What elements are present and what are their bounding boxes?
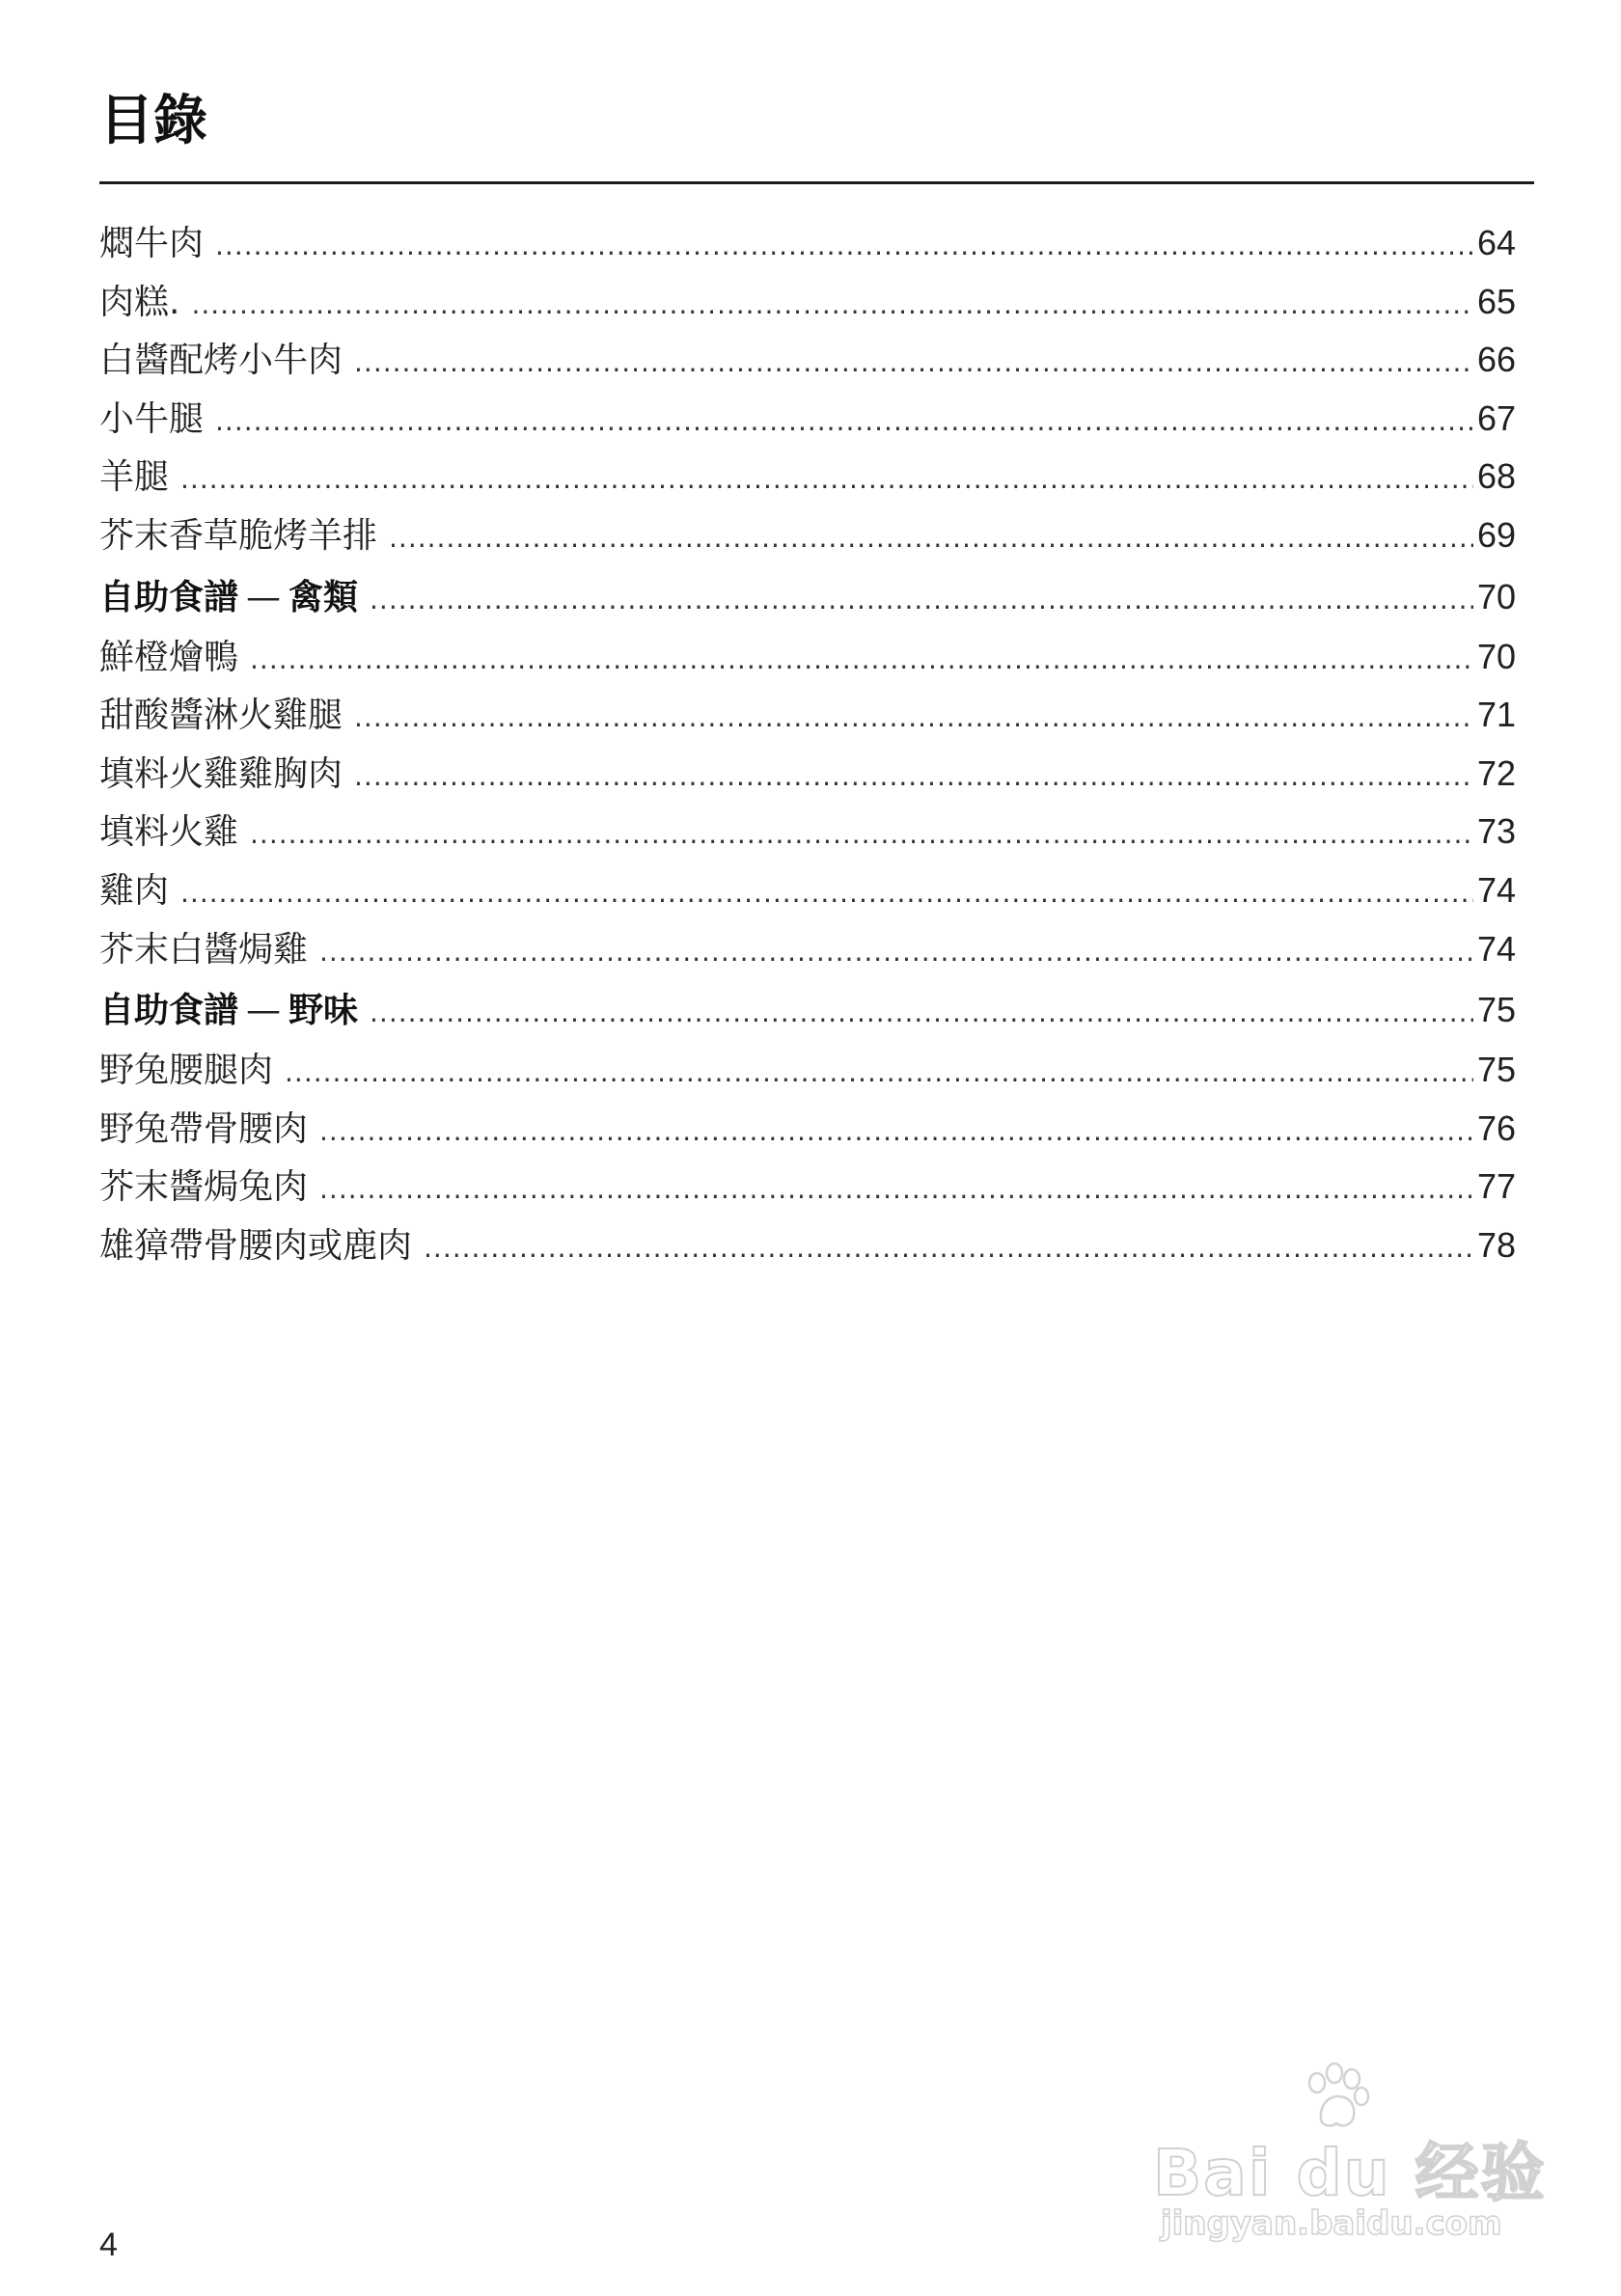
toc-entry[interactable]: [99, 214, 1516, 273]
toc-entry-title: 甜酸醬淋火雞腿: [99, 696, 343, 736]
dot-leader: [215, 393, 1473, 451]
toc-entry[interactable]: [99, 686, 1516, 745]
toc-entry-page: 69: [1476, 514, 1516, 555]
toc-entry-title: 鮮橙燴鴨: [99, 637, 239, 677]
toc-entry-page: 67: [1476, 397, 1516, 438]
toc-entry-page: 78: [1476, 1224, 1516, 1265]
toc-entry-page: 64: [1476, 223, 1516, 262]
toc-section-title: [99, 979, 370, 1042]
toc-entry[interactable]: [99, 861, 1516, 920]
dot-leader: [180, 864, 1473, 922]
toc-entry-page: 75: [1476, 1050, 1516, 1090]
watermark-brand: Bai du 经验: [1153, 2136, 1547, 2210]
page-title: 目錄: [99, 90, 207, 152]
toc-entry[interactable]: [99, 745, 1516, 804]
toc-entry-page: 73: [1476, 811, 1516, 852]
toc-entry-page: 74: [1476, 869, 1516, 910]
toc-entry-title: 野兔帶骨腰肉: [99, 1108, 309, 1149]
table-of-contents: [99, 214, 1516, 1275]
toc-entry-page: 77: [1476, 1166, 1516, 1207]
toc-entry-title: 肉糕.: [99, 282, 180, 322]
dot-leader: [354, 748, 1473, 806]
toc-entry-title: 野兔腰腿肉: [99, 1051, 274, 1091]
dot-leader: [285, 1044, 1473, 1102]
toc-entry[interactable]: [99, 331, 1516, 390]
toc-entry-title: 填料火雞: [99, 812, 239, 853]
toc-entry-title: 羊腿: [99, 457, 170, 498]
toc-section-heading[interactable]: [99, 565, 1516, 628]
watermark-url: jingyan.baidu.com: [1161, 2204, 1502, 2243]
toc-entry-title: 雄獐帶骨腰肉或鹿肉: [99, 1225, 413, 1266]
toc-entry[interactable]: [99, 628, 1516, 687]
dot-leader: [319, 923, 1473, 981]
toc-entry-page: 68: [1476, 456, 1516, 497]
toc-entry[interactable]: [99, 1041, 1516, 1100]
toc-entry[interactable]: [99, 1100, 1516, 1159]
toc-entry-title: 小牛腿: [99, 398, 205, 439]
toc-entry-page: 76: [1476, 1107, 1516, 1148]
toc-entry-page: 74: [1476, 928, 1516, 969]
page-number: 4: [99, 2227, 118, 2263]
toc-entry-title: 芥末白醬焗雞: [99, 929, 309, 970]
dot-leader: [250, 806, 1473, 863]
dot-leader: [180, 451, 1473, 508]
toc-entry-page: 71: [1476, 695, 1516, 735]
toc-section-title: [99, 566, 370, 629]
toc-entry-title: 填料火雞雞胸肉: [99, 753, 343, 794]
section-prefix: 自助食譜: [99, 991, 239, 1031]
toc-entry[interactable]: [99, 390, 1516, 449]
toc-entry-page: 70: [1476, 636, 1516, 676]
baidu-jingyan-watermark: [1153, 2060, 1547, 2253]
dot-leader: [250, 631, 1473, 689]
section-dash: —: [246, 991, 282, 1031]
dot-leader: [191, 276, 1473, 334]
toc-entry[interactable]: [99, 803, 1516, 861]
dot-leader: [370, 981, 1473, 1044]
dot-leader: [215, 217, 1473, 275]
toc-entry-title: 燜牛肉: [99, 224, 205, 263]
toc-entry[interactable]: [99, 1216, 1516, 1275]
toc-entry-title: 芥末醬焗兔肉: [99, 1167, 309, 1208]
dot-leader: [354, 334, 1473, 392]
toc-section-page: 75: [1476, 990, 1516, 1030]
section-name: 禽類: [288, 577, 359, 617]
dot-leader: [319, 1161, 1473, 1218]
toc-entry[interactable]: [99, 920, 1516, 979]
toc-entry-title: 白醬配烤小牛肉: [99, 341, 343, 381]
toc-section-heading[interactable]: [99, 978, 1516, 1041]
toc-entry-page: 65: [1476, 281, 1516, 321]
dot-leader: [389, 509, 1473, 567]
section-name: 野味: [288, 991, 359, 1031]
toc-entry-title: 雞肉: [99, 870, 170, 911]
toc-entry[interactable]: [99, 506, 1516, 565]
toc-entry[interactable]: [99, 448, 1516, 506]
title-divider: [99, 181, 1534, 184]
dot-leader: [370, 568, 1473, 631]
toc-entry-title: 芥末香草脆烤羊排: [99, 515, 378, 556]
toc-entry[interactable]: [99, 1158, 1516, 1216]
section-dash: —: [246, 577, 282, 617]
dot-leader: [354, 689, 1473, 747]
dot-leader: [424, 1219, 1473, 1277]
toc-entry-page: 72: [1476, 752, 1516, 793]
toc-entry[interactable]: [99, 273, 1516, 332]
toc-entry-page: 66: [1476, 340, 1516, 380]
section-prefix: 自助食譜: [99, 577, 239, 617]
toc-section-page: 70: [1476, 576, 1516, 616]
dot-leader: [319, 1103, 1473, 1161]
